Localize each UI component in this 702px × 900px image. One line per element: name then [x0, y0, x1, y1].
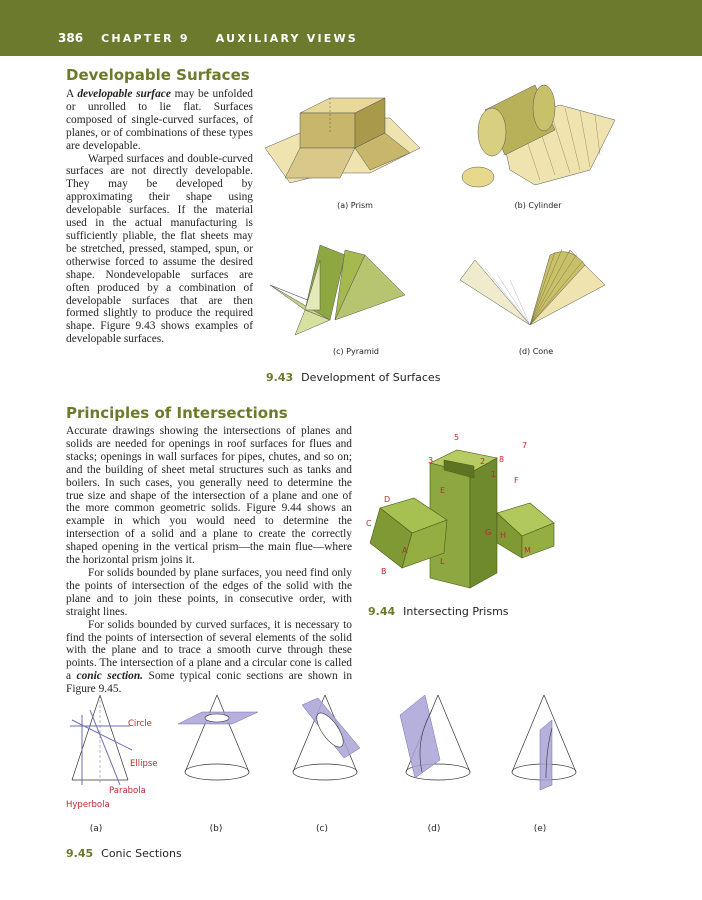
- caption-b: (b): [209, 824, 223, 834]
- cone-c: [293, 695, 360, 780]
- figure-number: 9.45: [66, 847, 94, 860]
- point-label: H: [500, 531, 507, 540]
- point-label: D: [384, 495, 391, 504]
- label-circle: Circle: [128, 719, 152, 729]
- term-conic-section: conic section.: [76, 670, 144, 683]
- caption-pyramid: (c) Pyramid: [332, 347, 380, 356]
- caption-cylinder: (b) Cylinder: [514, 201, 562, 210]
- label-ellipse: Ellipse: [130, 759, 158, 769]
- point-label: 7: [522, 441, 528, 450]
- point-label: C: [366, 519, 372, 528]
- figure-9-44-caption: [368, 605, 509, 618]
- page-number: 386: [58, 31, 84, 45]
- figure-title: Intersecting Prisms: [403, 605, 509, 618]
- figure-title: Conic Sections: [101, 847, 182, 860]
- figure-9-43-cylinder: [440, 75, 630, 200]
- point-label: G: [485, 528, 492, 537]
- chapter-label: CHAPTER 9: [101, 32, 190, 45]
- point-label: 2: [480, 457, 486, 466]
- point-label: 8: [499, 455, 505, 464]
- cone-e: [512, 695, 576, 790]
- point-label: M: [524, 546, 531, 555]
- label-hyperbola: Hyperbola: [66, 800, 110, 810]
- paragraph: Warped surfaces and double-curved surfaces are not directly developable. They may be developed by approximating their shape using developable surfaces. If the material used in the actual manufacturing is sufficiently pliable, the flat sheets may be stretched, pressed, stamped, spun, or otherwise forced to assume the desired shape. Nondevelopable surfaces are often produced by a combination of developable surfaces that are then formed slightly to produce the required shape. Figure 9.43 shows examples of developable surfaces.: [66, 152, 253, 346]
- caption-a: (a): [89, 824, 103, 834]
- cone-d: [400, 695, 470, 780]
- section-heading-developable: Developable Surfaces: [66, 66, 250, 84]
- figure-number: 9.44: [368, 605, 396, 618]
- figure-number: 9.43: [266, 371, 294, 384]
- paragraph: Accurate drawings showing the intersections of planes and solids are needed for openings in roof surfaces for flues and stacks; openings in wall surfaces for pipes, chutes, and so on; and the building of sheet metal structures such as tanks and boilers. In such cases, you generally need to determine the true size and shape of the intersection of a plane and one of the more common geometric solids. Figure 9.44 shows an example in which you would need to determine the intersection of a solid and a plane to create the correctly shaped opening in the vertical prism—the main flue—where the horizontal prism joins it.: [66, 425, 352, 567]
- paragraph: For solids bounded by curved surfaces, it is necessary to find the points of intersection of several elements of the solid with the plane and to trace a smooth curve through these points. The intersection of a plane and a circular cone is called a conic section. Some typical conic sections are shown in Figure 9.45.: [66, 618, 353, 696]
- point-label: E: [440, 486, 446, 495]
- paragraph: A developable surface may be unfolded or unrolled to lie flat. Surfaces composed of single-curved surfaces, of planes, or of combinations of these types are developable.: [66, 88, 253, 152]
- cone-b: [178, 695, 258, 780]
- point-label: L: [440, 557, 445, 566]
- figure-9-43-prism: [260, 78, 430, 198]
- chapter-title: AUXILIARY VIEWS: [215, 32, 358, 45]
- label-parabola: Parabola: [109, 786, 146, 796]
- term-developable-surface: developable surface: [77, 88, 171, 100]
- point-label: B: [381, 567, 387, 576]
- section-body-intersections: [66, 425, 352, 696]
- cone-a: [66, 695, 158, 810]
- caption-e: (e): [533, 824, 547, 834]
- figure-9-43-pyramid: [265, 240, 415, 340]
- caption-d: (d): [427, 824, 441, 834]
- caption-cone: (d) Cone: [518, 347, 554, 356]
- paragraph: For solids bounded by plane surfaces, you need find only the points of intersection of the edges of the solid with the plane and to join these points, in consecutive order, with straight lines.: [66, 566, 352, 618]
- point-label: 5: [454, 433, 460, 442]
- figure-9-43-cone: [455, 240, 615, 340]
- section-body-developable: [66, 88, 253, 346]
- point-label: 3: [428, 456, 434, 465]
- point-label: A: [402, 546, 408, 555]
- section-heading-intersections: Principles of Intersections: [66, 404, 288, 422]
- chapter-header: [0, 0, 702, 56]
- point-label: F: [514, 476, 519, 485]
- caption-c: (c): [316, 824, 328, 834]
- header-text: [58, 31, 358, 45]
- figure-9-44-intersecting-prisms: [362, 428, 562, 598]
- figure-9-43-caption: [266, 371, 440, 384]
- caption-prism: (a) Prism: [337, 201, 373, 210]
- point-label: 1: [491, 470, 497, 479]
- figure-9-45-conic-sections: [60, 690, 650, 825]
- figure-9-45-caption: [66, 847, 182, 860]
- figure-title: Development of Surfaces: [301, 371, 441, 384]
